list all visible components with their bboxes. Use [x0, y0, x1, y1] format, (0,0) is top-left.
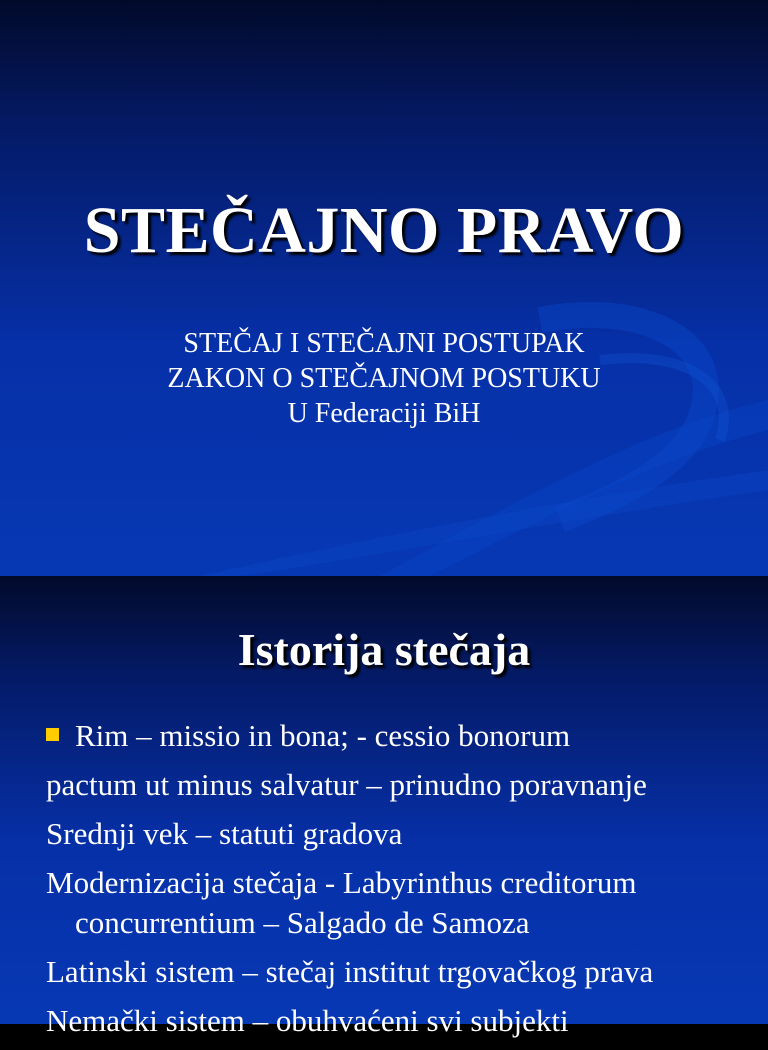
- list-item-text: Rim – missio in bona; - cessio bonorum: [75, 718, 571, 753]
- subtitle-line: ZAKON O STEČAJNOM POSTUKU: [167, 363, 601, 394]
- square-bullet-icon: [46, 728, 59, 741]
- slide-title-heading: STEČAJNO PRAVO: [83, 194, 685, 267]
- slide-history-heading: Istorija stečaja: [237, 624, 531, 675]
- list-item: Latinski sistem – stečaj institut trgovačkog prava: [46, 954, 654, 989]
- list-item-continuation: concurrentium – Salgado de Samoza: [75, 905, 530, 940]
- list-item: pactum ut minus salvatur – prinudno poravnanje: [46, 767, 647, 802]
- list-item: Nemački sistem – obuhvaćeni svi subjekti: [46, 1003, 569, 1038]
- list-item: Srednji vek – statuti gradova: [46, 816, 403, 851]
- slide-subtitle: [0, 326, 768, 431]
- history-list: [46, 716, 758, 1050]
- subtitle-line: STEČAJ I STEČAJNI POSTUPAK: [183, 328, 585, 359]
- subtitle-line: U Federaciji BiH: [287, 398, 481, 429]
- list-item: Modernizacija stečaja - Labyrinthus creditorum: [46, 865, 637, 900]
- list-item: [46, 716, 758, 756]
